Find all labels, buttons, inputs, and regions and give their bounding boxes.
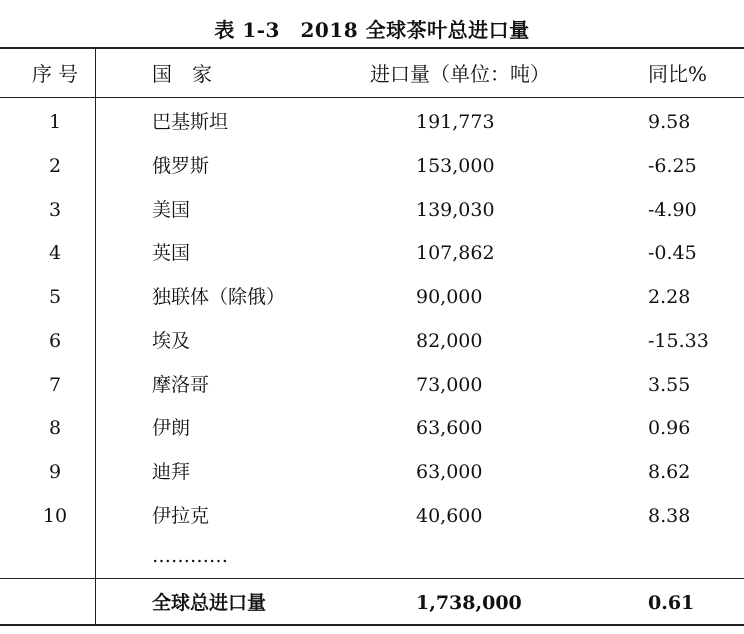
ellipsis-row: ………… [152, 545, 228, 567]
row-volume: 90,000 [416, 286, 483, 308]
row-num: 2 [48, 155, 62, 177]
top-rule [0, 47, 744, 49]
row-num: 4 [48, 242, 62, 264]
row-yoy: 8.38 [648, 505, 691, 527]
header-rule [0, 97, 744, 98]
row-num: 1 [48, 111, 62, 133]
row-volume: 82,000 [416, 330, 483, 352]
total-label: 全球总进口量 [152, 592, 267, 614]
row-volume: 191,773 [416, 111, 495, 133]
row-yoy: 2.28 [648, 286, 691, 308]
row-country: 迪拜 [152, 461, 191, 483]
row-volume: 139,030 [416, 199, 495, 221]
row-yoy: 9.58 [648, 111, 691, 133]
row-num: 9 [48, 461, 62, 483]
total-rule [0, 578, 744, 579]
row-yoy: 0.96 [648, 417, 691, 439]
row-num: 5 [48, 286, 62, 308]
row-country: 独联体（除俄） [152, 286, 286, 308]
total-yoy: 0.61 [648, 592, 695, 614]
header-yoy: 同比% [648, 62, 708, 86]
row-volume: 153,000 [416, 155, 495, 177]
row-yoy: 3.55 [648, 374, 691, 396]
row-num: 3 [48, 199, 62, 221]
row-num: 10 [42, 505, 68, 527]
header-volume: 进口量（单位：吨） [370, 62, 550, 86]
row-country: 摩洛哥 [152, 374, 210, 396]
header-num: 序 号 [31, 62, 79, 86]
row-yoy: -15.33 [648, 330, 709, 352]
total-volume: 1,738,000 [416, 592, 522, 614]
row-yoy: -6.25 [648, 155, 697, 177]
row-volume: 73,000 [416, 374, 483, 396]
row-country: 埃及 [152, 330, 191, 352]
row-yoy: 8.62 [648, 461, 691, 483]
row-country: 伊朗 [152, 417, 191, 439]
row-yoy: -4.90 [648, 199, 697, 221]
row-volume: 63,600 [416, 417, 483, 439]
bottom-rule [0, 624, 744, 626]
row-country: 美国 [152, 199, 191, 221]
row-volume: 63,000 [416, 461, 483, 483]
row-num: 8 [48, 417, 62, 439]
row-num: 7 [48, 374, 62, 396]
row-country: 俄罗斯 [152, 155, 210, 177]
row-volume: 40,600 [416, 505, 483, 527]
row-country: 伊拉克 [152, 505, 210, 527]
header-country: 国 家 [152, 62, 212, 86]
row-volume: 107,862 [416, 242, 495, 264]
row-country: 巴基斯坦 [152, 111, 229, 133]
row-yoy: -0.45 [648, 242, 697, 264]
row-country: 英国 [152, 242, 191, 264]
row-num: 6 [48, 330, 62, 352]
table-title: 表 1-3 2018 全球茶叶总进口量 [214, 18, 530, 42]
